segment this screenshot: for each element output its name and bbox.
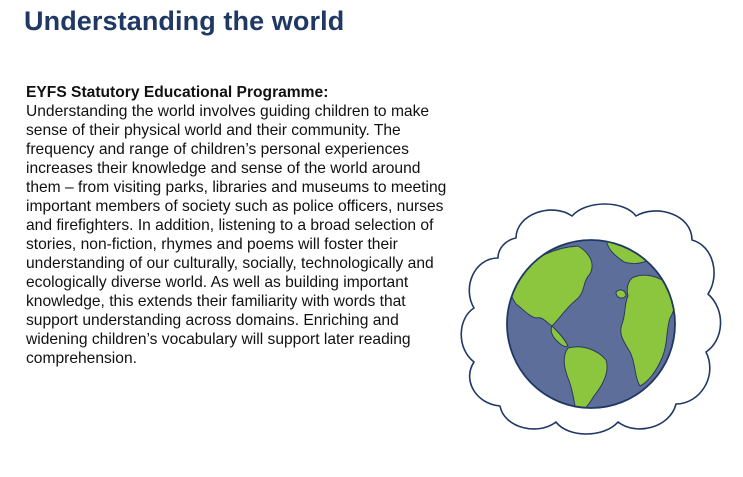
globe-in-cloud-icon — [456, 200, 726, 440]
land-island — [616, 290, 626, 298]
programme-text — [26, 83, 456, 368]
page-title: Understanding the world — [24, 6, 345, 36]
programme-body: Understanding the world involves guiding children to make sense of their physical world and their community. The frequency and range of children’s personal experiences increases their knowledge and sense of the world around them – from visiting parks, libraries and museums to meeting important members of society such as police officers, nurses and firefighters. In addition, listening to a broad selection of stories, non-fiction, rhymes and poems will foster their understanding of our culturally, socially, technologically and ecologically diverse world. As well as building important knowledge, this extends their familiarity with words that support understanding across domains. Enriching and widening children’s vocabulary will support later reading comprehension. — [26, 103, 447, 367]
programme-heading: EYFS Statutory Educational Programme: — [26, 84, 329, 101]
